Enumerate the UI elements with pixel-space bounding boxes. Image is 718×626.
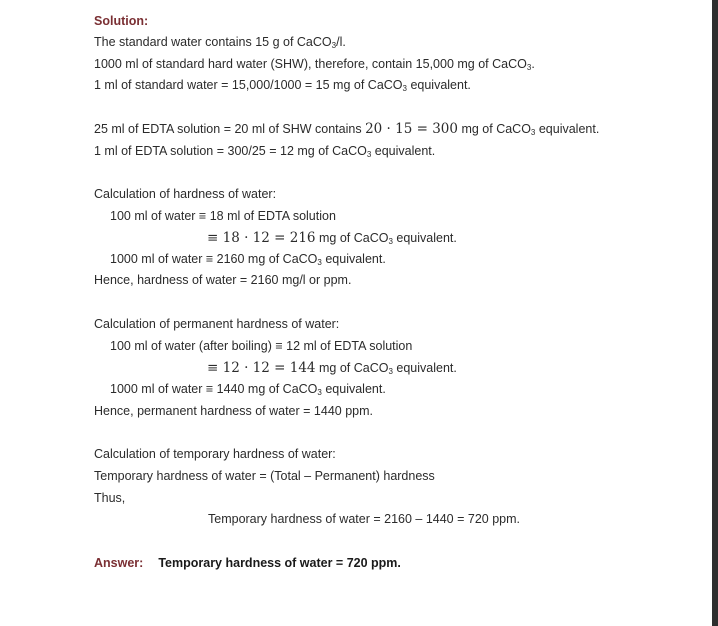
temporary-hardness-thus: Thus,	[94, 491, 126, 505]
temporary-hardness-title: Calculation of temporary hardness of water:	[94, 447, 336, 461]
equiv-symbol: ≡	[207, 360, 223, 376]
answer-line	[94, 555, 401, 571]
edta-line-1	[94, 121, 599, 137]
text: equivalent.	[392, 231, 457, 245]
permanent-hardness-line-2	[207, 360, 457, 376]
equiv-symbol: ≡	[207, 230, 223, 246]
total-hardness-title: Calculation of hardness of water:	[94, 187, 277, 201]
subscript: 3	[388, 237, 393, 246]
text: /l.	[336, 35, 346, 49]
permanent-hardness-title: Calculation of permanent hardness of water:	[94, 317, 340, 331]
subscript: 3	[317, 258, 322, 267]
total-hardness-line-1: 100 ml of water ≡ 18 ml of EDTA solution	[110, 209, 336, 223]
text: equivalent.	[321, 252, 386, 266]
text: 1000 ml of standard hard water (SHW), therefore, contain 15,000 mg of CaCO	[94, 57, 527, 71]
text: The standard water contains 15 g of CaCO	[94, 35, 332, 49]
permanent-hardness-result: Hence, permanent hardness of water = 1440 ppm.	[94, 404, 373, 418]
text: mg of CaCO	[315, 231, 389, 245]
text: mg of CaCO	[457, 122, 531, 136]
text: equivalent.	[321, 382, 386, 396]
temporary-hardness-formula: Temporary hardness of water = (Total – Permanent) hardness	[94, 469, 435, 483]
text: mg of CaCO	[315, 361, 389, 375]
answer-label: Answer:	[94, 556, 144, 570]
text: equivalent.	[406, 78, 471, 92]
edta-line-2	[94, 143, 435, 159]
total-hardness-line-3	[110, 251, 386, 267]
subscript: 3	[402, 84, 407, 93]
answer-text: Temporary hardness of water = 720 ppm.	[158, 556, 401, 570]
solution-line-2	[94, 56, 535, 72]
permanent-hardness-line-1: 100 ml of water (after boiling) ≡ 12 ml of EDTA solution	[110, 339, 413, 353]
text: .	[531, 57, 535, 71]
subscript: 3	[366, 150, 372, 159]
math-expression: 12 · 12 = 144	[222, 360, 316, 376]
math-expression: 20 · 15 = 300	[365, 121, 458, 137]
text: 1 ml of standard water = 15,000/1000 = 15 mg of CaCO	[94, 78, 403, 92]
math-expression: 18 · 12 = 216	[222, 230, 316, 246]
solution-line-3	[94, 77, 471, 93]
permanent-hardness-line-3	[110, 381, 386, 397]
total-hardness-line-2	[207, 230, 457, 246]
solution-heading: Solution:	[94, 14, 149, 28]
subscript: 3	[530, 128, 536, 137]
subscript: 3	[317, 388, 322, 397]
subscript: 3	[526, 63, 532, 72]
subscript: 3	[331, 41, 337, 50]
text: equivalent.	[392, 361, 457, 375]
text: 1000 ml of water ≡ 2160 mg of CaCO	[110, 252, 318, 266]
solution-line-1	[94, 34, 346, 50]
text: 1000 ml of water ≡ 1440 mg of CaCO	[110, 382, 318, 396]
text: equivalent.	[371, 144, 436, 158]
text: equivalent.	[535, 122, 600, 136]
text: 1 ml of EDTA solution = 300/25 = 12 mg of CaCO	[94, 144, 367, 158]
window-edge	[712, 0, 718, 626]
total-hardness-result: Hence, hardness of water = 2160 mg/l or ppm.	[94, 273, 352, 287]
text: 25 ml of EDTA solution = 20 ml of SHW contains	[94, 122, 366, 136]
subscript: 3	[388, 367, 393, 376]
temporary-hardness-calc: Temporary hardness of water = 2160 – 1440 = 720 ppm.	[208, 512, 520, 526]
